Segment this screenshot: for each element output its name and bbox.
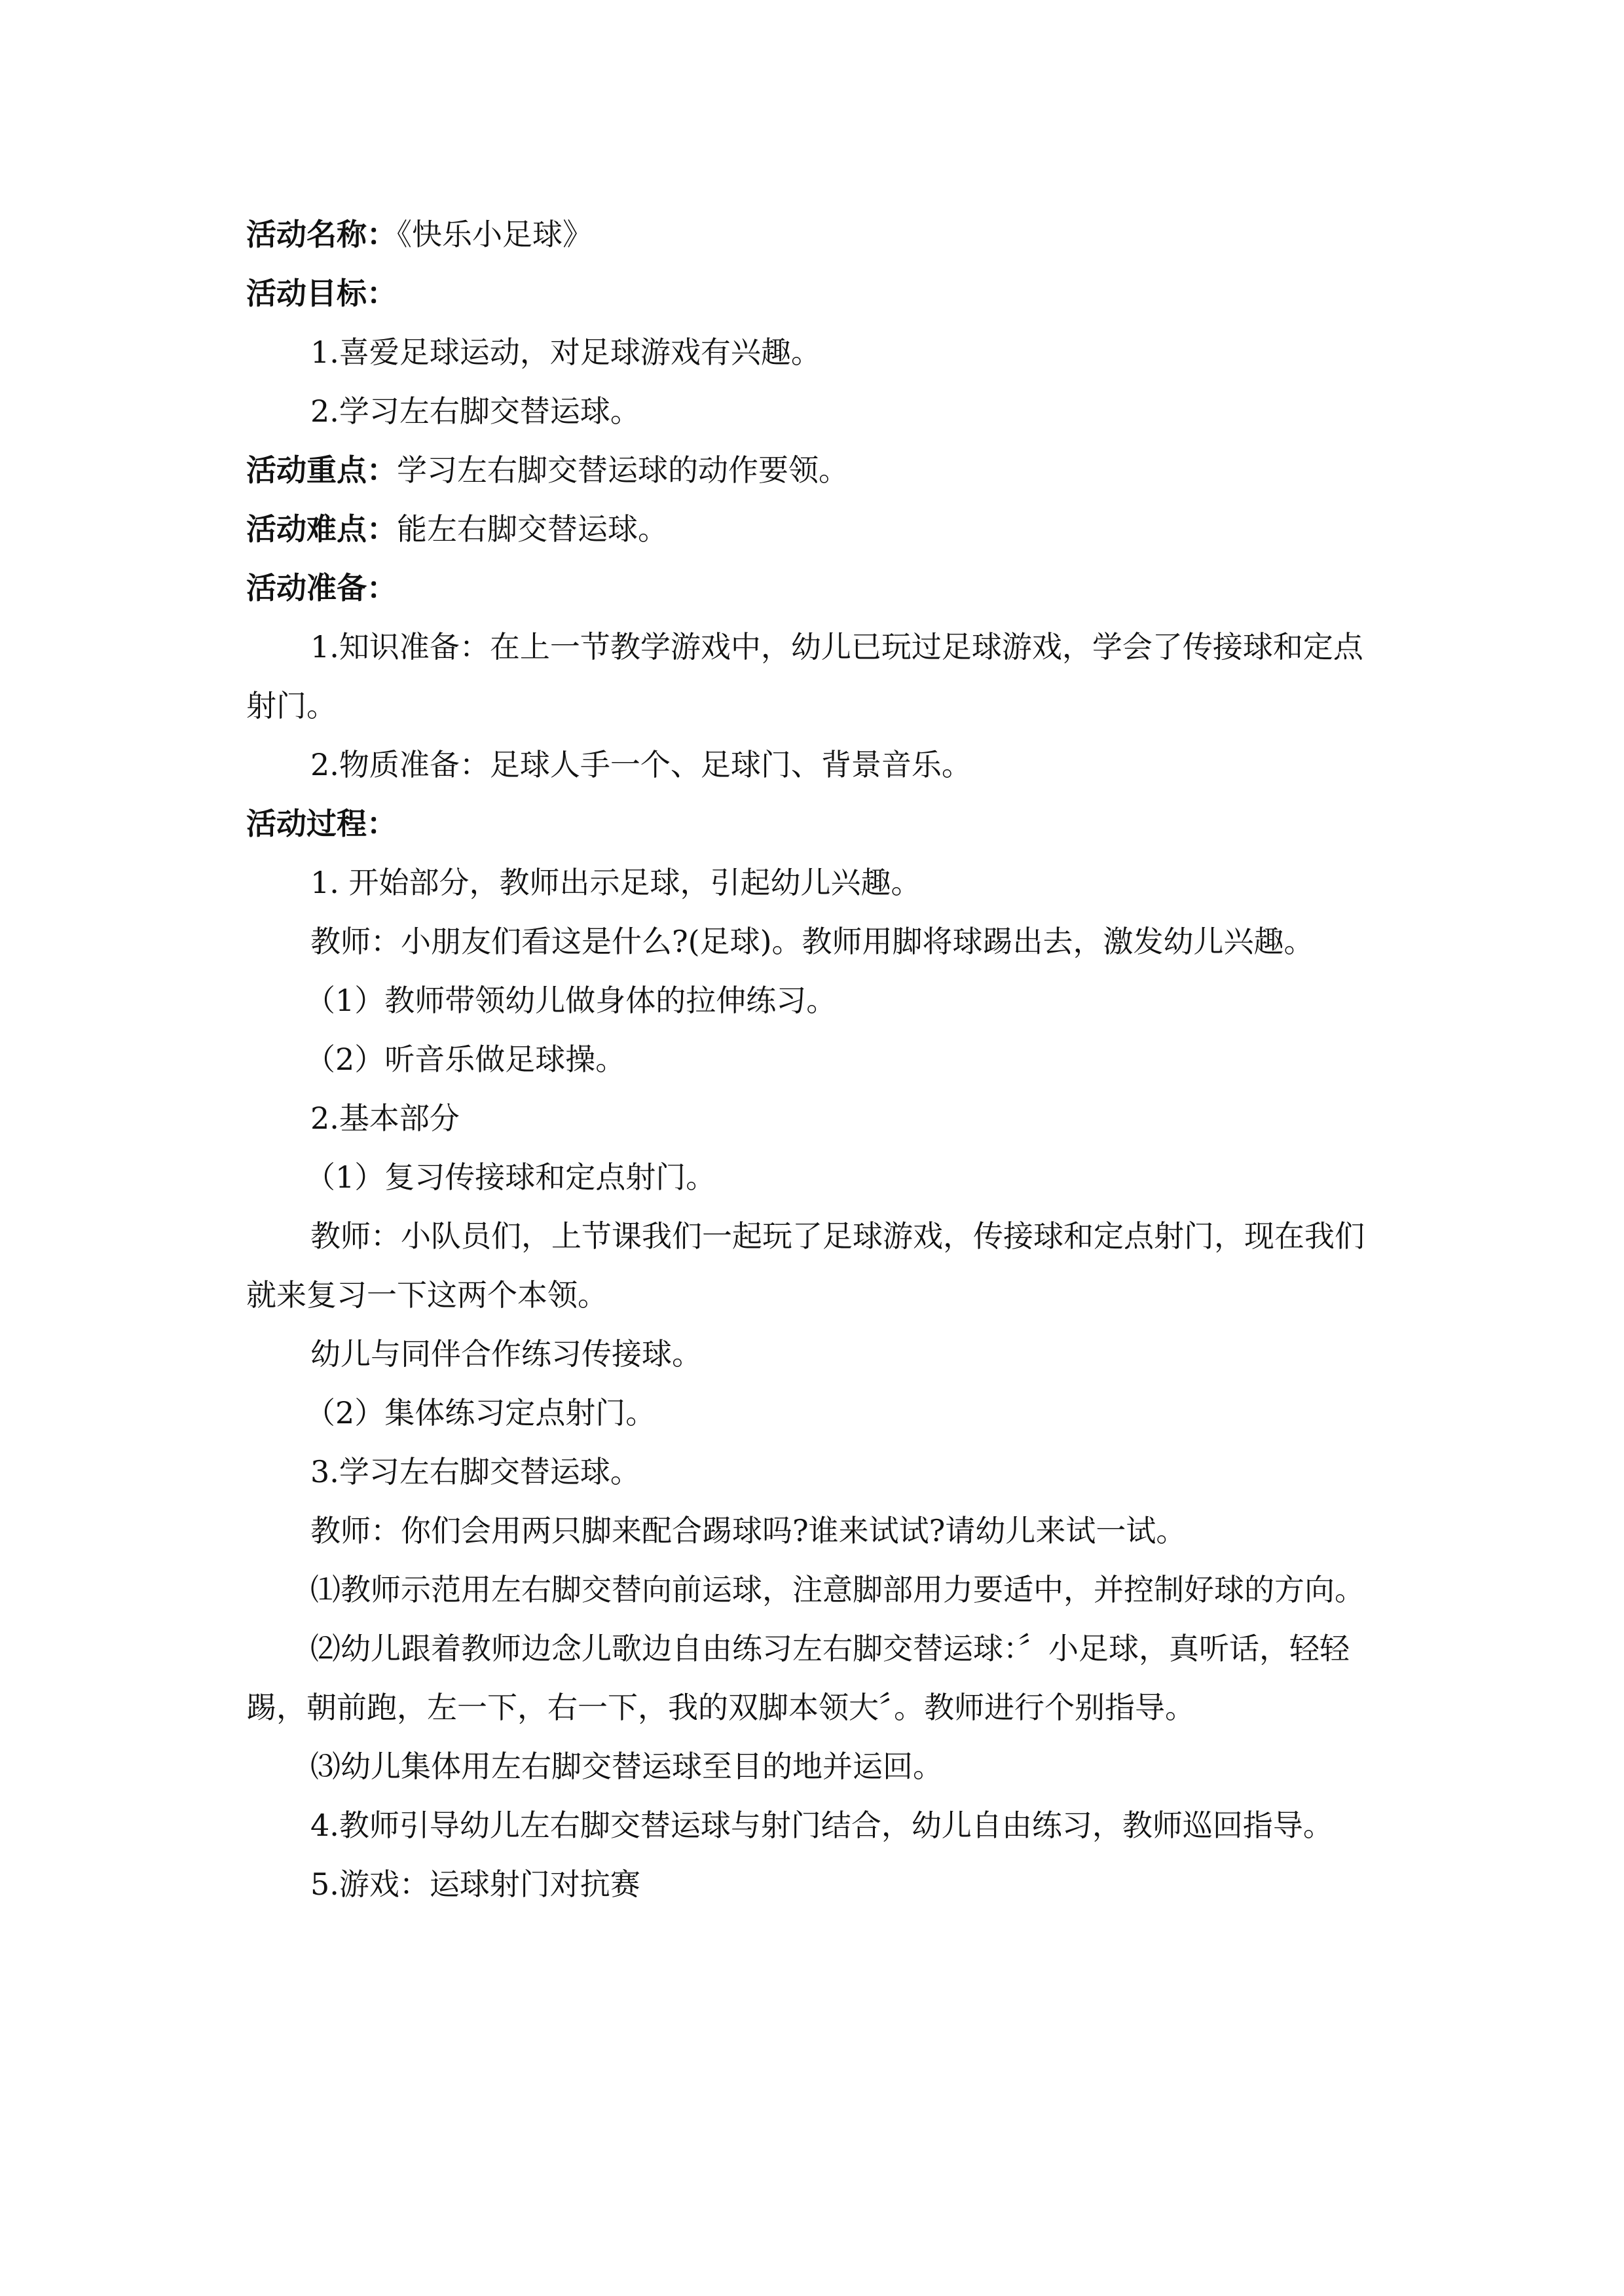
goal-item: 2.学习左右脚交替运球。 — [310, 393, 640, 429]
process-paragraph: 4.教师引导幼儿左右脚交替运球与射门结合，幼儿自由练习，教师巡回指导。 — [310, 1808, 1333, 1843]
process-paragraph: （2）集体练习定点射门。 — [305, 1395, 656, 1430]
difficulty-value: 能左右脚交替运球。 — [397, 511, 668, 547]
preparation-label: 活动准备： — [246, 570, 397, 606]
process-paragraph: ⑴教师示范用左右脚交替向前运球，注意脚部用力要适中，并控制好球的方向。 — [310, 1572, 1365, 1607]
process-paragraph: ⑵幼儿跟着教师边念儿歌边自由练习左右脚交替运球：〞小足球，真听话，轻轻踢，朝前跑，左一下，右一下，我的双脚本领大〞。教师进行个别指导。 — [246, 1631, 1350, 1725]
preparation-item: 2.物质准备：足球人手一个、足球门、背景音乐。 — [310, 747, 972, 782]
process-paragraph: 2.基本部分 — [310, 1101, 460, 1136]
key-point-label: 活动重点： — [246, 452, 397, 488]
process-paragraph: （1）教师带领幼儿做身体的拉伸练习。 — [305, 983, 837, 1018]
activity-name-value: 《快乐小足球》 — [397, 217, 593, 252]
goals-heading — [246, 264, 1391, 323]
process-paragraph: ⑶幼儿集体用左右脚交替运球至目的地并运回。 — [310, 1749, 943, 1784]
activity-name-line — [246, 205, 1391, 264]
lesson-plan — [246, 205, 1391, 1914]
key-point-line — [246, 441, 1391, 500]
key-point-value: 学习左右脚交替运球的动作要领。 — [397, 452, 849, 488]
activity-name-label: 活动名称： — [246, 217, 397, 252]
process-paragraph: 教师：小朋友们看这是什么?(足球)。教师用脚将球踢出去，激发幼儿兴趣。 — [310, 924, 1314, 959]
process-paragraph: 教师：你们会用两只脚来配合踢球吗?谁来试试?请幼儿来试一试。 — [310, 1513, 1187, 1548]
preparation-item: 1.知识准备：在上一节教学游戏中，幼儿已玩过足球游戏，学会了传接球和定点射门。 — [246, 629, 1363, 723]
difficulty-label: 活动难点： — [246, 511, 397, 547]
goal-item: 1.喜爱足球运动，对足球游戏有兴趣。 — [310, 335, 821, 370]
process-heading — [246, 794, 1391, 853]
goals-label: 活动目标： — [246, 276, 397, 311]
difficulty-line — [246, 500, 1391, 558]
process-label: 活动过程： — [246, 806, 397, 841]
process-paragraph: （1）复习传接球和定点射门。 — [305, 1159, 716, 1195]
process-paragraph: 教师：小队员们，上节课我们一起玩了足球游戏，传接球和定点射门，现在我们就来复习一下这两个本领。 — [246, 1218, 1365, 1313]
preparation-heading — [246, 558, 1391, 617]
process-paragraph: 1. 开始部分，教师出示足球，引起幼儿兴趣。 — [310, 865, 921, 900]
process-paragraph: 幼儿与同伴合作练习传接球。 — [310, 1336, 702, 1372]
process-paragraph: 5.游戏：运球射门对抗赛 — [310, 1867, 640, 1902]
process-paragraph: 3.学习左右脚交替运球。 — [310, 1454, 640, 1489]
process-paragraph: （2）听音乐做足球操。 — [305, 1042, 626, 1077]
